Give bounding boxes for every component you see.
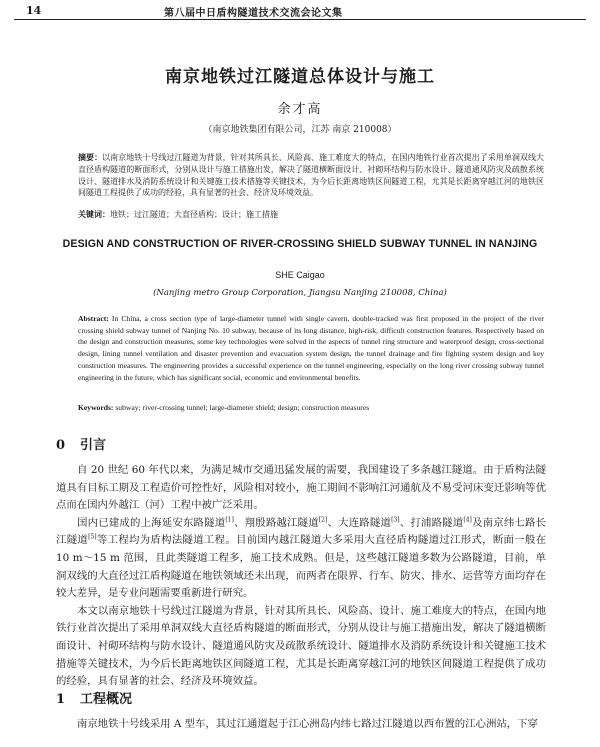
citation-1: [1] xyxy=(225,516,234,524)
section-0-paragraph-2 xyxy=(56,515,546,603)
section-0-heading xyxy=(56,434,106,453)
p2-text-f: 等工程均为盾构法隧道工程。目前国内越江隧道大多采用大直径盾构隧道过江形式，断面一般在 10 m～15 m 范围，且此类隧道工程多，施工技术成熟。但是，这些越江隧道多数为公路隧道，目前，单洞双线的大直径过江盾构隧道在地铁领域还未出现，而两者在限界、行车、防灾、排水、运营等方面均存在较大差异，是专业问题需要重新进行研究。 xyxy=(56,534,547,600)
keywords-en xyxy=(78,403,544,412)
p2-text-c: 、大连路隧道 xyxy=(327,516,392,529)
section-0-paragraph-3: 本文以南京地铁十号线过江隧道为背景，针对其所具长、风险高、设计、施工难度大的特点，在国内地铁行业首次提出了采用单洞双线大直径盾构隧道的断面形式，分别从设计与施工措施出发，解决了隧道横断面设计、衬砌环结构与防水设计、隧道通风防灾及疏散系统设计、隧道排水及消防系统设计和关键施工技术措施等关键技术，为今后长距离地铁区间隧道工程，尤其是长距离穿越江河的地铁区间隧道工程提供了成功的经验，具有显著的社会、经济及环境效益。 xyxy=(56,604,546,688)
keywords-en-text: subway; river-crossing tunnel; large-diameter shield; design; construction measures xyxy=(115,403,370,412)
section-1-heading xyxy=(56,688,132,707)
section-1-paragraph-1: 南京地铁十号线采用 A 型车，其过江通道起于江心洲岛内纬七路过江隧道以西布置的江心洲站，下穿 xyxy=(77,718,538,730)
keywords-cn-text: 地铁；过江隧道；大直径盾构；设计；施工措施 xyxy=(110,210,278,219)
paper-title-en: DESIGN AND CONSTRUCTION OF RIVER-CROSSING SHIELD SUBWAY TUNNEL IN NANJING xyxy=(62,238,538,250)
conference-name: 第八届中日盾构隧道技术交流会论文集 xyxy=(164,8,343,19)
p2-text-d: 、打浦路隧道 xyxy=(399,516,464,529)
page-number: 14 xyxy=(26,4,42,17)
section-1-number: 1 xyxy=(56,692,66,707)
citation-2: [2] xyxy=(318,516,328,524)
section-0-body xyxy=(56,462,546,691)
section-0-paragraph-1: 自 20 世纪 60 年代以来，为满足城市交通迅猛发展的需要，我国建设了多条越江隧道。由于盾构法隧道具有目标工期及工程造价可控性好，风险相对较小，施工期间不影响江河通航及不易受河床变迁影响等优点而在国内外越江（河）工程中被广泛采用。 xyxy=(56,464,546,512)
p2-text-b: 、翔殷路越江隧道 xyxy=(233,516,319,529)
author: 余才高 xyxy=(277,102,323,117)
abstract-cn-text: 以南京地铁十号线过江隧道为背景，针对其所具长、风险高、施工难度大的特点，在国内地铁行业首次提出了采用单洞双线大直径盾构隧道的断面形式，分别从设计与施工措施出发，解决了隧道横断面设计、衬砌环结构与防水设计、隧道通风防灾及疏散系统设计、隧道排水及消防系统设计和关键施工技术措施等关键技术，为今后长距离地铁区间隧道工程，尤其是长距离穿越江河的地铁区间隧道工程提供了成功的经验，具有显著的社会、经济及环境效益。 xyxy=(78,153,544,198)
section-1-body xyxy=(56,716,546,738)
author-en: SHE Caigao xyxy=(275,270,325,280)
keywords-en-label: Keywords: xyxy=(78,403,114,412)
abstract-en xyxy=(78,313,544,383)
citation-3: [3] xyxy=(391,516,400,524)
header-rule xyxy=(14,19,586,20)
abstract-en-text: In China, a cross section type of large-diameter tunnel with single cavern, double-tracked was first proposed in the project of the river crossing shield subway tunnel of Nanjing No. 10 subway, because of its long distance, high-risk, difficult construction features. Respectively based on the design and construction measures, some key technologies were solved in the aspects of tunnel ring structure and waterproof design, cross-sectional design, lining tunnel ventilation and disaster prevention and evacuation system design, the tunnel drainage and fire fighting system design and key construction measures. The engineering provides a successful experience on the tunnel engineering, especially on the long river crossing subway tunnel engineering in the future, which has significant social, economic and environmental benefits. xyxy=(78,314,544,382)
abstract-cn-label: 摘要： xyxy=(78,152,103,162)
keywords-cn xyxy=(78,209,544,220)
paper-title: 南京地铁过江隧道总体设计与施工 xyxy=(165,67,435,87)
keywords-cn-label: 关键词： xyxy=(78,209,110,219)
affiliation: （南京地铁集团有限公司，江苏 南京 210008） xyxy=(203,125,397,135)
p2-text-e: 及南京纬七路长江隧道 xyxy=(56,516,547,547)
abstract-en-label: Abstract: xyxy=(78,314,109,323)
p2-text-a: 国内已建成的上海延安东路隧道 xyxy=(77,516,226,529)
citation-4: [4] xyxy=(463,516,472,524)
section-0-title: 引言 xyxy=(80,438,107,453)
abstract-cn xyxy=(78,152,544,199)
affiliation-en: (Nanjing metro Group Corporation, Jiangsu Nanjing 210008, China) xyxy=(153,288,447,298)
section-1-title: 工程概况 xyxy=(80,692,133,707)
citation-5: [5] xyxy=(88,533,97,541)
section-0-number: 0 xyxy=(56,438,66,453)
running-header xyxy=(14,4,586,20)
